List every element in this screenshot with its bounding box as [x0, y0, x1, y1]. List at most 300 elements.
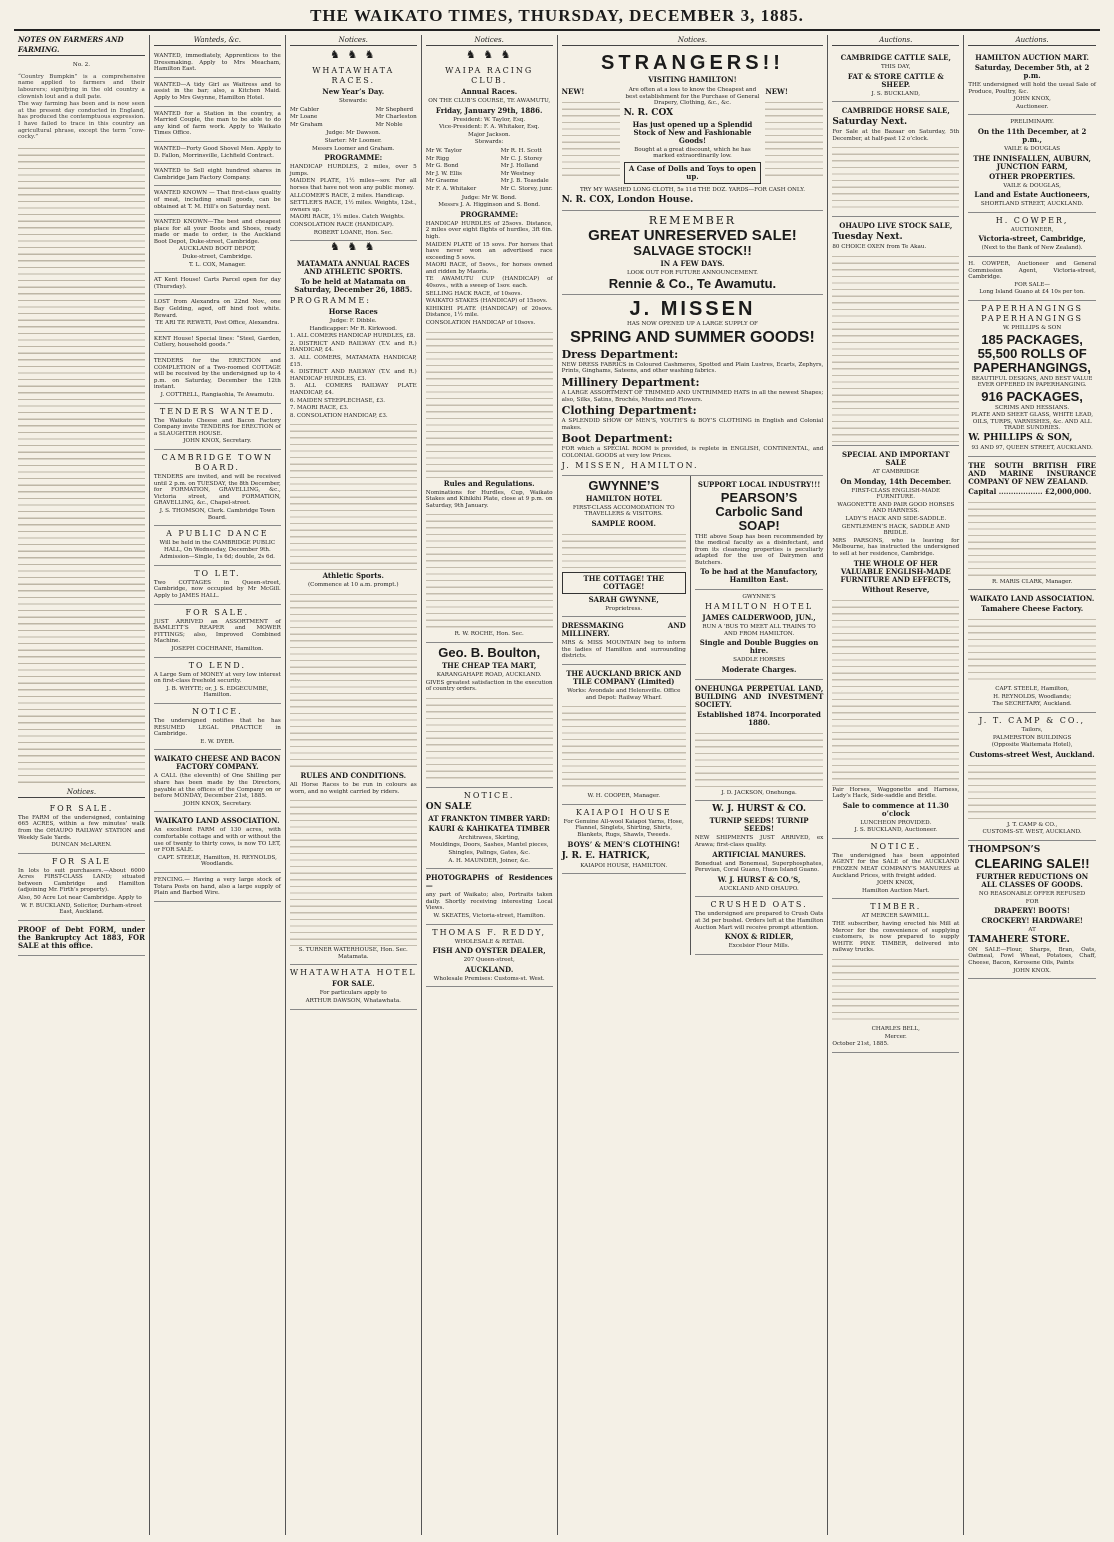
- ad-signature: T. L. COX, Manager.: [188, 261, 246, 268]
- gwynne-hotel-ad: [562, 476, 686, 618]
- dance-ad: [154, 526, 281, 566]
- tamahere-factory-ad: [968, 590, 1096, 713]
- column-4: [422, 35, 558, 1535]
- ad-text: Handicapper: Mr R. Kirkwood.: [309, 325, 397, 332]
- column-5a: [562, 476, 691, 955]
- clearing-sale-ad: [968, 841, 1096, 979]
- town-board-ad: [154, 450, 281, 526]
- steward-name: Mr J. B. Teasdale: [500, 178, 549, 185]
- society-details: [695, 729, 823, 789]
- ad-text: Bought at a great discount, which he has marked extraordinarily low.: [634, 146, 751, 160]
- ad-text: PLATE AND SHEET GLASS, WHITE LEAD, OILS, TURPS, VARNISHES, &c. AND ALL TRADE SUNDRIES.: [971, 412, 1094, 432]
- ad-text: To be had at the Manufactory, Hamilton East.: [700, 567, 818, 585]
- ad-text: WAGONETTE AND PAIR GOOD HORSES AND HARNESS.: [837, 501, 955, 515]
- race-item: SELLING HACK RACE, of 10sovs.: [425, 290, 523, 297]
- ad-subheading: TURNIP SEEDS! TURNIP SEEDS!: [709, 816, 809, 834]
- race-item: MAIDEN PLATE, 1½ miles—sov. For all horses that have not won any public money.: [289, 178, 417, 191]
- department-heading: Boot Department:: [561, 432, 673, 446]
- ad-subheading: On Monday, 14th December.: [840, 476, 952, 486]
- steward-name: Mr J. Holland: [500, 163, 539, 170]
- ad-heading: MATAMATA ANNUAL RACES AND ATHLETIC SPORTS.: [296, 259, 410, 277]
- ad-heading: TIMBER.: [870, 902, 922, 912]
- race-item: 2. DISTRICT AND RAILWAY (T.V. and R.) HANDICAP, £4.: [289, 340, 417, 354]
- ad-text: An excellent FARM of 130 acres, with comfortable cottage and with or without the use of twenty to thirty cows, is now TO LET, or FOR SALE.: [153, 827, 281, 854]
- ad-text: Boneduat and Bonemeal, Superphosphates, Peruvian, Coral Guano, Huon Island Guano.: [694, 860, 824, 874]
- ad-text: CROCKERY! HARDWARE!: [981, 916, 1083, 926]
- wanted-ad: [154, 164, 281, 186]
- ad-subheading: Athletic Sports.: [322, 571, 384, 581]
- ad-heading: WAIKATO CHEESE AND BACON FACTORY COMPANY.: [154, 754, 281, 772]
- ad-text: Wholesale Premises: Customs-st. West.: [433, 975, 545, 982]
- ad-text: ON THE CLUB’S COURSE, TE AWAMUTU,: [428, 98, 551, 104]
- ad-signature: TE ARI TE REWETI, Post Office, Alexandra.: [155, 320, 280, 327]
- ad-heading: 55,500 ROLLS OF PAPERHANGINGS,: [973, 345, 1091, 375]
- ad-heading: THE AUCKLAND BRICK AND TILE COMPANY (Limited): [566, 669, 682, 687]
- ad-heading: WHATAWHATA RACES.: [312, 66, 395, 85]
- products-list: [562, 702, 686, 792]
- land-sale-ad: [18, 854, 145, 921]
- ad-heading: REMEMBER: [648, 213, 737, 227]
- ad-text: Single and Double Buggies on hire.: [699, 638, 819, 656]
- ad-heading: H. COWPER,: [995, 215, 1069, 225]
- steward-name: Mr F. A. Whitaker: [425, 185, 477, 192]
- race-item: CONSOLATION HANDICAP of 10sovs.: [425, 320, 536, 327]
- ad-text: Proprietress.: [605, 605, 643, 612]
- ad-subheading: New Year’s Day.: [322, 87, 385, 96]
- ad-signature: W. F. BUCKLAND, Solicitor, Durham-street East, Auckland.: [20, 902, 143, 916]
- ad-subheading: To be held at Matamata on Saturday, December 26, 1885.: [294, 277, 413, 295]
- lost-ad: [154, 295, 281, 331]
- proof-of-debt-ad: [18, 921, 145, 956]
- fish-dealer-ad: [426, 925, 553, 988]
- ad-heading: HAMILTON AUCTION MART.: [975, 53, 1089, 62]
- race-item: HANDICAP HURDLES of 25sovs. Distance, 2 miles over eight flights of hurdles, 3ft 6in. high.: [425, 220, 553, 240]
- column-5b: [691, 476, 823, 955]
- ad-text: The Waikato Cheese and Bacon Factory Company invite TENDERS for ERECTION of a SLAUGHTER HOUSE.: [153, 417, 281, 437]
- ad-heading: TO LET.: [194, 568, 241, 578]
- ad-subheading: Tamahere Cheese Factory.: [981, 604, 1084, 614]
- ad-heading: GWYNNE’S: [588, 477, 660, 493]
- ad-signature: A. H. MAUNDER, Joiner, &c.: [448, 857, 530, 864]
- ad-subheading: FOR SALE.: [332, 979, 375, 989]
- ad-heading: THE SOUTH BRITISH FIRE AND MARINE INSURANCE COMPANY OF NEW ZEALAND.: [968, 460, 1096, 486]
- kent-house-ad: [154, 332, 281, 354]
- ad-text: THE subscriber, having erected his Mill at Mercer for the convenience of supplying customers, is now prepared to supply WHITE PINE TIMBER, delivered into railway trucks.: [832, 921, 960, 954]
- ad-signature: J. D. JACKSON, Onehunga.: [721, 789, 797, 796]
- ad-text: FOR SALE—: [1014, 281, 1050, 288]
- ad-text: Long Island Guano at £4 10s per ton.: [979, 289, 1085, 296]
- column-header: Notices.: [426, 35, 553, 46]
- photographs-ad: [426, 869, 553, 924]
- ad-text: GIVES greatest satisfaction in the execution of country orders.: [425, 679, 553, 693]
- article-body: The way farming has been and is now seen at the present day conducted in England, has produced the contemptuous expression. I have failed to trace in this country an agricultural phrase, except the term “cow-cocky.”: [18, 101, 145, 141]
- ad-heading: PAPERHANGINGS PAPERHANGINGS: [981, 303, 1084, 323]
- ad-heading: NOTICE.: [870, 841, 922, 851]
- ad-text: TENDERS are invited, and will be received until 2 p.m. on TUESDAY, the 8th December, for FORMATION, GRAVELLING, &c., Victoria street, and FORMATION, GRAVELLING, &c., Chapel-street.: [153, 473, 281, 507]
- notice-ad: [154, 704, 281, 750]
- column-5: [558, 35, 829, 1535]
- ad-subheading: PROGRAMME:: [289, 296, 371, 306]
- kent-house-ad: [154, 273, 281, 295]
- ad-text: THIS DAY,: [881, 64, 911, 70]
- ad-signature: W. J. HURST & CO.’S,: [717, 874, 801, 884]
- ad-heading: J. MISSEN: [629, 298, 756, 321]
- ad-text: WANTED to Sell eight hundred shares in Cambridge Jam Factory Company.: [153, 168, 281, 181]
- ad-subheading: SAMPLE ROOM.: [591, 518, 656, 528]
- horses-illustration: ♞ ♞ ♞: [329, 48, 377, 61]
- crushed-oats-ad: [695, 897, 823, 954]
- ad-subheading: HAMILTON HOTEL: [585, 493, 662, 503]
- hotel-sale-ad: [290, 965, 417, 1009]
- ohaupo-sale-ad: [832, 217, 959, 446]
- race-item: 6. MAIDEN STEEPLECHASE, £3.: [289, 397, 386, 404]
- steward-name: Mr Loane: [289, 114, 318, 121]
- ad-text: H. REYNOLDS, Woodlands;: [993, 693, 1072, 700]
- ad-heading: A PUBLIC DANCE: [166, 529, 269, 539]
- cattle-sale-ad: [832, 49, 959, 102]
- steward-name: Mr C. Storey, junr.: [500, 185, 553, 192]
- race-item: TE AWAMUTU CUP (HANDICAP) of 40sovs., with a sweep of 1sov. each.: [425, 276, 553, 290]
- race-item: KIHIKIHI PLATE (HANDICAP) of 20sovs. Distance, 1½ mile.: [425, 305, 553, 319]
- auction-mart-ad: [968, 49, 1096, 115]
- ad-text: WANTED KNOWN—The best and cheapest place for all your Boots and Shoes, ready made or made to order, is the Auckland Boot Depot, Duke-street, Cambridge.: [153, 219, 281, 245]
- tailors-ad: [968, 713, 1096, 841]
- cheese-factory-ad: [154, 750, 281, 812]
- ad-text: AUCKLAND.: [465, 964, 514, 974]
- ad-text: W. PHILLIPS & SON: [1002, 324, 1062, 331]
- goods-list: [765, 98, 823, 178]
- ad-text: Judge: Mr W. Bond.: [461, 194, 517, 201]
- ad-text: Tailors,: [1021, 727, 1043, 734]
- ad-subheading: RULES AND CONDITIONS.: [300, 771, 407, 780]
- ad-text: Mouldings, Doors, Sashes, Mantel pieces,: [429, 842, 549, 849]
- ad-text: THE COTTAGE! THE COTTAGE!: [562, 572, 686, 594]
- ad-text: WANTED KNOWN — That first-class quality of meat, including small goods, can be obtained at T. M. Hill’s on Saturday next.: [153, 190, 281, 210]
- ad-text: KAURI & KAHIKATEA TIMBER: [428, 823, 550, 833]
- ad-subheading: FURTHER REDUCTIONS ON ALL CLASSES OF GOODS.: [976, 872, 1089, 889]
- ad-heading: GREAT UNRESERVED SALE!: [588, 226, 797, 244]
- race-item: SETTLER’S RACE, 1½ miles. Weights, 12st., owners up.: [289, 200, 417, 213]
- ad-text: Duke-street, Cambridge.: [182, 254, 253, 261]
- ad-text: Architraves, Skirting,: [458, 834, 520, 841]
- whatawhata-races-ad: [290, 49, 417, 241]
- ad-text: Has just opened up a Splendid Stock of New and Fashionable Goods!: [632, 119, 753, 145]
- strangers-body: [562, 86, 824, 186]
- ad-signature: ARTHUR DAWSON, Whatawhata.: [305, 997, 401, 1004]
- race-item: WAIKATO STAKES (HANDICAP) of 15sovs.: [425, 298, 548, 305]
- ad-text: A Large Sum of MONEY at very low interest on first-class freehold security.: [153, 671, 281, 685]
- steward-name: Mr J. W. Ellis: [425, 170, 462, 177]
- ad-text: FENCING.— Having a very large stock of Totara Posts on hand, also a large supply of Plain and Barbed Wire.: [153, 876, 281, 897]
- steward-name: Mr Graeme: [425, 178, 459, 185]
- wanted-ad: [154, 49, 281, 78]
- ad-signature: JOHN KNOX.: [1013, 967, 1051, 974]
- ad-subheading: FAT & STORE CATTLE & SHEEP.: [847, 71, 944, 89]
- steward-name: Mr Charleston: [375, 114, 417, 121]
- ad-text: Works: Avondale and Helensville. Office and Depot: Railway Wharf.: [567, 688, 681, 701]
- race-item: ALLCOMER’S RACE, 2 miles. Handicap.: [289, 192, 405, 199]
- ad-text: Moderate Charges.: [721, 664, 797, 674]
- ad-heading: STRANGERS!!: [601, 52, 784, 74]
- wanted-ad: [154, 78, 281, 107]
- ad-heading: CAMBRIDGE CATTLE SALE,: [840, 53, 951, 62]
- wanted-ad: [154, 107, 281, 142]
- masthead: THE WAIKATO TIMES, THURSDAY, DECEMBER 3, 1885.: [14, 6, 1100, 31]
- ad-signature: DUNCAN McLAREN.: [51, 842, 112, 849]
- ad-text: WANTED, immediately, Apprentices to the Dressmaking. Apply to Mrs Meacham, Hamilton East.: [153, 53, 281, 73]
- ad-text: THE INNISFALLEN, AUBURN, JUNCTION FARM,: [973, 153, 1091, 171]
- ad-text: NEW SHIPMENTS JUST ARRIVED, ex Arawa; first-class quality.: [694, 835, 824, 849]
- ad-text: Will be held in the CAMBRIDGE PUBLIC HALL, On Wednesday, December 9th.: [159, 540, 276, 553]
- furniture-list: [832, 596, 959, 786]
- matamata-races-ad: [290, 241, 417, 965]
- ad-heading: KAIAPOI HOUSE: [575, 807, 672, 817]
- race-item: 4. DISTRICT AND RAILWAY (T.V. and R.) HANDICAP HURDLES, £3.: [289, 369, 417, 382]
- race-item: MAIDEN PLATE of 15 sovs. For horses that have never won an advertised race exceeding 5 sovs.: [425, 241, 553, 261]
- tenders-wanted-ad: [154, 404, 281, 450]
- to-let-ad: [154, 566, 281, 605]
- ad-text: (Opposite Waitemata Hotel),: [991, 742, 1073, 749]
- steward-name: Mr Rigg: [425, 155, 450, 162]
- salvage-sale-ad: [562, 211, 824, 296]
- ad-text: TENDERS for the ERECTION and COMPLETION of a Two-roomed COTTAGE will be received by the undersigned up to 4 p.m. on Saturday, December the 12th instant.: [153, 358, 281, 391]
- ad-text: A SPLENDID SHOW OF MEN’S, YOUTH’S & BOY’S CLOTHING in English and Colonial makes.: [561, 418, 824, 431]
- ad-text: Admission—Single, 1s 6d; double, 2s 6d.: [159, 554, 275, 561]
- ad-text: PROOF of Debt FORM, under the Bankruptcy Act 1883, FOR SALE at this office.: [18, 924, 145, 950]
- ad-heading: W. J. HURST & CO.: [712, 804, 806, 815]
- ad-text: All Horse Races to be run in colours as worn, and no weight carried by riders.: [289, 782, 417, 795]
- hurst-seeds-ad: [695, 801, 823, 897]
- ad-text: October 21st, 1885.: [832, 1041, 889, 1048]
- ad-heading: SPECIAL AND IMPORTANT SALE: [841, 449, 950, 467]
- ad-text: any part of Waikato; also, Portraits taken daily. Shortly receiving interesting Local Views.: [425, 892, 553, 912]
- factory-details: [968, 615, 1096, 685]
- ad-signature: JOSEPH COCHRANE, Hamilton.: [171, 646, 264, 653]
- onehunga-society-ad: [695, 680, 823, 802]
- timber-ad: [832, 899, 959, 1052]
- ad-heading: Geo. B. Boulton,: [438, 645, 541, 660]
- steward-name: Mr R. H. Scott: [500, 147, 542, 154]
- ad-text: FOR: [1025, 898, 1039, 905]
- ad-text: Also, 50 Acre Lot near Cambridge. Apply to: [18, 895, 142, 902]
- ad-heading: TAMAHERE STORE.: [968, 934, 1070, 945]
- stewards-list: [426, 147, 553, 194]
- waipa-racing-ad: [426, 49, 553, 643]
- ad-signature: J. COTTRELL, Rangiaohia, Te Awamutu.: [160, 391, 275, 398]
- ad-subheading: ON SALE: [425, 801, 472, 812]
- steward-name: Mr W. Taylor: [425, 147, 462, 154]
- ad-text: LUNCHEON PROVIDED.: [860, 819, 932, 826]
- ad-heading: DRESSMAKING AND MILLINERY.: [561, 621, 686, 639]
- timber-yard-ad: [426, 788, 553, 869]
- ad-subheading: Saturday Next.: [832, 117, 908, 128]
- ad-signature: J. S. THOMSON, Clerk. Cambridge Town Board.: [159, 507, 275, 521]
- ad-text: H. COWPER, Auctioneer and General Commission Agent, Victoria-street, Cambridge.: [968, 260, 1096, 281]
- column-header: Wanteds, &c.: [154, 35, 281, 46]
- ad-text: 93 AND 97, QUEEN STREET, AUCKLAND.: [971, 445, 1093, 452]
- ad-signature: JOHN KNOX, Secretary.: [183, 800, 252, 807]
- ad-text: FOR which a SPECIAL ROOM is provided, is replete in ENGLISH, CONTINENTAL, and COLONIAL GOODS at very low Prices.: [561, 446, 824, 459]
- ad-text: For Genuine All-wool Kaiapoi Yarns, Hose, Flannel, Singlets, Shirting, Shirts, Blankets, Rugs, Shawls, Tweeds.: [563, 818, 684, 839]
- race-item: HANDICAP HURDLES, 2 miles, over 5 jumps.: [289, 164, 417, 177]
- ad-text: The undersigned are prepared to Crush Oats at 3d per bushel. Orders left at the Hamilton Auction Mart will receive prompt attention.: [694, 911, 824, 931]
- article-number: No. 2.: [72, 61, 90, 68]
- ad-text: Pair Horses, Waggonette and Harness, Lady’s Hack, Side-saddle and Bridle.: [832, 786, 960, 800]
- ad-heading: AUCKLAND BOOT DEPOT,: [179, 246, 256, 253]
- race-details-text: [426, 328, 553, 478]
- ad-subheading: Saturday, December 5th, at 2 p.m.: [974, 63, 1090, 80]
- ad-text: Nominations for Hurdles, Cup, Waikato Stakes and Kihikihi Plate, close at 9 p.m. on Saturday, 9th January.: [425, 489, 553, 509]
- insurance-ad: [968, 457, 1096, 591]
- ad-text: LADY’S HACK AND SIDE-SADDLE.: [845, 515, 947, 522]
- horse-sale-ad: [832, 102, 959, 217]
- dressmaking-ad: [562, 617, 686, 665]
- ad-text: GENTLEMEN’S HACK, SADDLE AND BRIDLE.: [841, 523, 950, 537]
- ad-text: Two COTTAGES in Queen-street, Cambridge, now occupied by Mr McGill. Apply to JAMES HALL.: [153, 579, 281, 600]
- ad-text: Customs-street West, Auckland.: [969, 749, 1095, 759]
- ad-text: BEAUTIFUL DESIGNS, AND BEST VALUE EVER OFFERED IN PAPERHANGING.: [971, 375, 1093, 389]
- paperhangings-ad: [968, 301, 1096, 457]
- ad-text: NO REASONABLE OFFER REFUSED: [978, 891, 1086, 897]
- sale-lots: [832, 143, 959, 213]
- ad-heading: SALVAGE STOCK!!: [633, 242, 752, 258]
- ad-text: Starter: Mr Loomer.: [324, 137, 382, 144]
- horses-illustration: ♞ ♞ ♞: [329, 240, 377, 254]
- lower-column-5-split: [562, 476, 824, 955]
- steward-name: Mr G. Bond: [425, 163, 459, 170]
- ad-text: Stewards:: [339, 98, 368, 104]
- ad-text: WANTED—A tidy Girl as Waitress and to assist in the bar; also, a Kitchen Maid. Apply to Mrs Gwynne, Hamilton Hotel.: [153, 81, 281, 101]
- ad-text: For particulars apply to: [319, 990, 387, 997]
- ad-heading: TO LEND.: [188, 660, 246, 670]
- tenders-ad: [154, 354, 281, 404]
- ad-text: NEW DRESS FABRICS in Coloured Cashmeres, Spotted and Plain Lustres, Ecarts, Zephyrs, Prints, Ginghams, Sateens, and other washing fabrics.: [561, 361, 824, 375]
- ad-text: Messrs Loomer and Graham.: [312, 145, 395, 152]
- ad-text: Are often at a loss to know the Cheapest and best establishment for the Purchase of General Drapery, Clothing, &c., &c.: [625, 87, 760, 107]
- ad-heading: OHAUPO LIVE STOCK SALE,: [839, 221, 953, 231]
- ad-text: WANTED for a Station in the country, a Married Couple, the man to be able to do any kind of farm work. Apply to Waikato Times Office.: [153, 110, 281, 137]
- ad-subheading: IN A FEW DAYS.: [660, 258, 725, 268]
- ad-text: Mercer.: [884, 1033, 907, 1040]
- ad-text: VAILE & DOUGLAS: [1004, 145, 1061, 152]
- ad-signature: N. R. COX, London House.: [561, 194, 694, 205]
- agent-notice-ad: [832, 839, 959, 900]
- column-6: [828, 35, 964, 1535]
- article-intro: “Country Bumpkin” is a comprehensive name applied to farmers and their labourers; signifying in the old country a clownish lout and a dull pate.: [18, 73, 145, 100]
- race-item: 8. CONSOLATION HANDICAP, £3.: [289, 412, 388, 419]
- ad-text: AT: [1028, 927, 1036, 934]
- ad-signature: J. T. CAMP & CO.,: [1006, 821, 1058, 828]
- ad-subheading: VISITING HAMILTON!: [648, 75, 737, 84]
- pearson-soap-ad: [695, 476, 823, 591]
- preliminary-ad: [968, 115, 1096, 212]
- ad-subheading: JAMES CALDERWOOD, JUN.,: [702, 613, 816, 623]
- steward-name: Mr Westney: [500, 170, 535, 177]
- ad-signature: J. B. WHYTE; or, J. S. EDGECUMBE, Hamilton.: [166, 685, 269, 699]
- ad-signature: W. PHILLIPS & SON,: [968, 433, 1073, 444]
- steward-name: Mr Noble: [375, 121, 403, 128]
- furniture-sale-ad: [832, 446, 959, 839]
- ad-heading: FOR SALE: [51, 856, 111, 866]
- ad-heading: 916 PACKAGES,: [981, 388, 1083, 404]
- tailors-details: [968, 761, 1096, 821]
- ad-text: A CALL (the eleventh) of One Shilling per share has been made by the Directors, payable at the offices of the Company on or before MONDAY, December 21st, 1885.: [153, 773, 281, 800]
- ad-text: AT CAMBRIDGE: [872, 468, 920, 475]
- ad-text: LOOK OUT FOR FUTURE ANNOUNCEMENT.: [626, 269, 758, 276]
- ad-signature: CHARLES BELL,: [871, 1026, 920, 1032]
- ad-subheading: Tuesday Next.: [832, 232, 903, 243]
- department-heading: Millinery Department:: [561, 375, 700, 389]
- ad-heading: TENDERS WANTED.: [159, 406, 275, 416]
- ad-text: SCRIMS AND HESSIANS.: [995, 404, 1070, 411]
- ad-text: CAPT. STEELE, Hamilton,: [995, 686, 1069, 693]
- race-item: MAORI RACE, of 5sovs., for horses owned and ridden by Maoris.: [425, 262, 553, 275]
- stewards-list: [290, 106, 417, 130]
- race-item: 3. ALL COMERS, MATAMATA HANDICAP, £15.: [289, 355, 417, 368]
- ad-heading: CAMBRIDGE TOWN BOARD.: [161, 452, 274, 472]
- ad-text: The undersigned has been appointed AGENT for the SALE of the AUCKLAND FROZEN MEAT COMPANY’S MANURES at Auckland Prices, with freight added.: [832, 852, 960, 879]
- to-lend-ad: [154, 658, 281, 704]
- wanted-ad: [154, 142, 281, 164]
- ad-subheading: PROGRAMME:: [460, 209, 519, 219]
- ad-heading: CLEARING SALE!!: [974, 856, 1090, 871]
- ad-subheading: Friday, January 29th, 1886.: [435, 105, 543, 115]
- ad-text: MRS & MISS MOUNTAIN beg to inform the ladies of Hamilton and surrounding districts.: [561, 640, 686, 660]
- ad-heading: SUPPORT LOCAL INDUSTRY!!!: [697, 479, 821, 489]
- ad-text: TRY MY WASHED LONG CLOTH, 5s 11d THE DOZ. YARDS—FOR CASH ONLY.: [579, 186, 805, 193]
- ad-subheading: AT MERCER SAWMILL.: [861, 913, 930, 920]
- ad-text: (Next to the Bank of New Zealand).: [981, 245, 1083, 252]
- race-item: 7. MAORI RACE, £3.: [289, 405, 349, 412]
- column-1: [14, 35, 150, 1535]
- ad-heading: THOMPSON’S: [968, 845, 1041, 855]
- ad-subheading: ARTIFICIAL MANURES.: [712, 849, 806, 859]
- cowper-agent-ad: [968, 257, 1096, 301]
- new-badge: NEW!: [561, 87, 585, 96]
- ad-signature: SARAH GWYNNE,: [588, 594, 659, 604]
- ad-text: Stewards:: [474, 139, 504, 146]
- ad-heading: ONEHUNGA PERPETUAL LAND, BUILDING AND INVESTMENT SOCIETY.: [694, 683, 824, 709]
- ad-signature: R. W. ROCHE, Hon. Sec.: [454, 631, 524, 638]
- ad-subheading: Without Reserve,: [862, 584, 930, 594]
- ad-subheading: Rules and Regulations.: [443, 478, 535, 488]
- ad-signature: E. W. DYER.: [200, 738, 235, 745]
- horses-illustration: ♞ ♞ ♞: [465, 48, 513, 61]
- ad-signature: VAILE & DOUGLAS,: [1003, 182, 1061, 189]
- column-header: Notices.: [290, 35, 417, 46]
- ad-heading: 185 PACKAGES,: [981, 331, 1083, 347]
- ad-text: KENT House! Special lines: “Steel, Garden, Cutlery, household goods.”: [153, 335, 281, 349]
- race-item: MAORI RACE, 1½ miles. Catch Weights.: [289, 214, 405, 221]
- steward-name: Mr C. J. Storey: [500, 155, 543, 162]
- ad-text: Land and Estate Auctioneers,: [974, 190, 1090, 200]
- hotel-details: [562, 530, 686, 570]
- strangers-ad: [562, 49, 824, 211]
- ad-text: HAS NOW OPENED UP A LARGE SUPPLY OF: [626, 321, 758, 328]
- ad-text: AT Kent House! Carts Parcel open for day (Thursday).: [153, 277, 281, 290]
- ad-text: (Commence at 10 a.m. prompt.): [308, 582, 399, 589]
- ad-text: AUCKLAND AND OHAUPO.: [719, 885, 799, 892]
- ad-heading: SPRING AND SUMMER GOODS!: [570, 328, 815, 346]
- regs-details-text: [426, 510, 553, 630]
- department-heading: Dress Department:: [561, 347, 679, 361]
- ad-subheading: BOYS’ & MEN’S CLOTHING!: [567, 839, 680, 849]
- land-association-ad: [154, 812, 281, 873]
- timber-price-list: [832, 955, 959, 1025]
- ad-text: The FARM of the undersigned, containing 665 ACRES, within a few minutes’ walk from the OHAUPO RAILWAY STATION and Weekly Sale Yards.: [18, 814, 145, 841]
- ad-text: Vice-President: F. A. Whitaker, Esq.: [438, 124, 540, 131]
- notices-header: Notices.: [18, 787, 145, 798]
